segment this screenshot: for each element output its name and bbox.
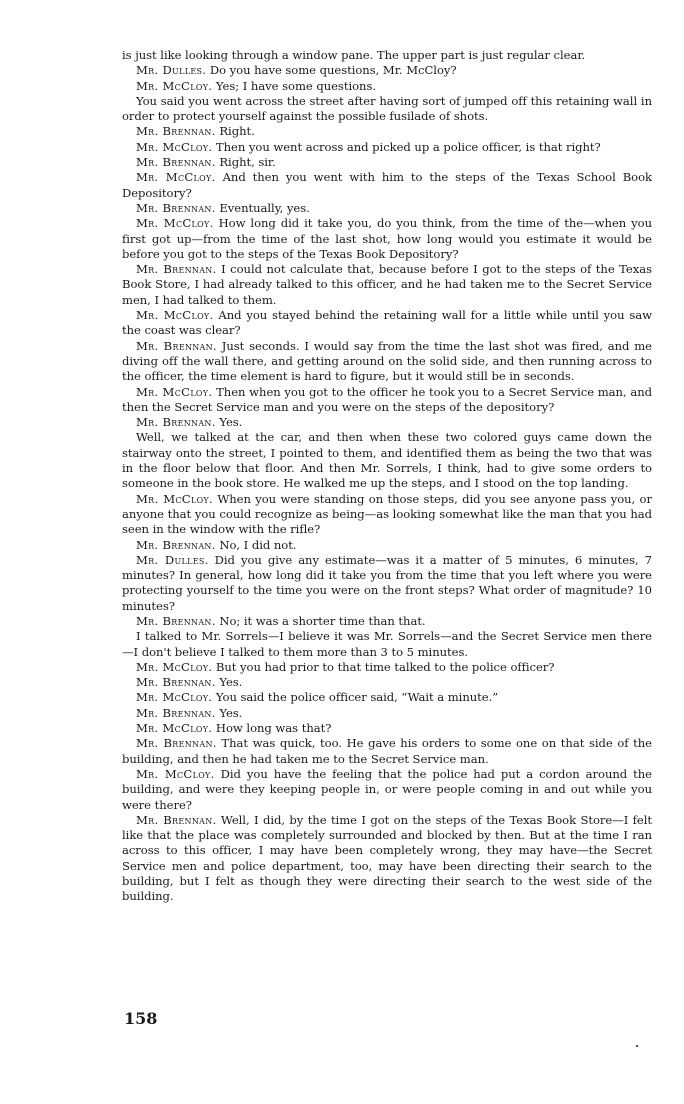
speaker-label: Mr. McCloy. [136, 690, 213, 705]
speaker-label: Mr. McCloy. [136, 308, 214, 323]
speaker-label: Mr. Brennan. [136, 200, 216, 215]
transcript-paragraph [122, 736, 652, 767]
paragraph-text: Do you have some questions, Mr. McCloy? [209, 63, 457, 78]
transcript-paragraph [122, 48, 652, 63]
paragraph-text: Yes. [219, 415, 243, 430]
transcript-paragraph [122, 553, 652, 614]
transcript-paragraph [122, 170, 652, 201]
transcript-paragraph [122, 767, 652, 813]
paragraph-text: Eventually, yes. [219, 200, 310, 215]
paragraph-text: Yes. [219, 705, 243, 720]
speaker-label: Mr. Brennan. [136, 262, 217, 277]
paragraph-text: And you stayed behind the retaining wall for a little while until you saw the coast was clear? [122, 308, 652, 338]
paragraph-text: How long was that? [215, 721, 332, 736]
speaker-label: Mr. Dulles. [136, 63, 207, 78]
paragraph-text: Well, we talked at the car, and then when these two colored guys came down the stairway onto the street, I pointed to them, and identified them as being the two that was in the floor below that floor. And then Mr. Sorrels, I think, had to give some orders to someone in the book store. He walked me up the steps, and I stood on the top landing. [122, 430, 652, 491]
speaker-label: Mr. Brennan. [136, 537, 216, 552]
speaker-label: Mr. Brennan. [136, 338, 217, 353]
transcript-paragraph [122, 813, 652, 905]
paragraph-text: No; it was a shorter time than that. [219, 613, 426, 628]
paragraph-text: That was quick, too. He gave his orders to some one on that side of the building, and then he had taken me to the Secret Service man. [122, 736, 652, 766]
transcript-paragraph [122, 430, 652, 491]
paragraph-text: Yes. [219, 675, 243, 690]
transcript-paragraph [122, 94, 652, 125]
speaker-label: Mr. Brennan. [136, 736, 217, 751]
speaker-label: Mr. McCloy. [136, 139, 213, 154]
speaker-label: Mr. Brennan. [136, 124, 216, 139]
transcript-paragraph [122, 614, 652, 629]
paragraph-text: How long did it take you, do you think, from the time of the—when you first got up—from the time of the last shot, how long would you estimate it would be before you got to the steps of the Texas Book Depository? [122, 216, 652, 261]
speaker-label: Mr. McCloy. [136, 721, 213, 736]
transcript-paragraph [122, 308, 652, 339]
transcript-paragraph [122, 124, 652, 139]
page-number: 158 [124, 1009, 158, 1028]
transcript-paragraph [122, 339, 652, 385]
speaker-label: Mr. McCloy. [136, 384, 213, 399]
transcript-paragraph [122, 79, 652, 94]
speaker-label: Mr. McCloy. [136, 491, 213, 506]
transcript-paragraph [122, 262, 652, 308]
paragraph-text: You said the police officer said, “Wait a minute.” [215, 690, 499, 705]
speaker-label: Mr. McCloy. [136, 170, 216, 185]
paragraph-text: You said you went across the street after having sort of jumped off this retaining wall in order to protect yourself against the possible fusilade of shots. [122, 93, 652, 124]
speaker-label: Mr. McCloy. [136, 766, 215, 781]
speaker-label: Mr. Brennan. [136, 613, 216, 628]
print-speck [636, 1045, 638, 1047]
paragraph-text: Did you have the feeling that the police had put a cordon around the building, and were they keeping people in, or were people coming in and out while you were there? [122, 766, 652, 812]
paragraph-text: Did you give any estimate—was it a matter of 5 minutes, 6 minutes, 7 minutes? In general, how long did it take you from the time that you left where you were protecting yourself to the time you were on the front steps? What order of magnitude? 10 minutes? [122, 552, 652, 613]
transcript-paragraph [122, 721, 652, 736]
transcript-paragraph [122, 140, 652, 155]
speaker-label: Mr. McCloy. [136, 659, 213, 674]
paragraph-text: is just like looking through a window pane. The upper part is just regular clear. [122, 48, 586, 62]
speaker-label: Mr. Brennan. [136, 812, 217, 827]
paragraph-text: Right. [219, 124, 255, 139]
paragraph-text: No, I did not. [219, 537, 297, 552]
transcript-paragraph [122, 63, 652, 78]
speaker-label: Mr. Brennan. [136, 705, 216, 720]
transcript-paragraph [122, 385, 652, 416]
transcript-paragraph [122, 538, 652, 553]
paragraph-text: Well, I did, by the time I got on the steps of the Texas Book Store—I felt like that the place was completely surrounded and blocked by then. But at the time I ran across to this officer, I may have been completely wrong, they may have—the Secret Service men and police department, too, may have been directing their search to the building, but I felt as though they were directing their search to the west side of the building. [122, 812, 652, 904]
paragraph-text: And then you went with him to the steps of the Texas School Book Depository? [122, 170, 652, 200]
paragraph-text: I could not calculate that, because before I got to the steps of the Texas Book Store, I had already talked to this officer, and he had taken me to the Secret Service men, I had talked to them. [122, 262, 652, 307]
transcript-body [122, 48, 652, 905]
paragraph-text: Then when you got to the officer he took you to a Secret Service man, and then the Secret Service man and you were on the steps of the depository? [122, 384, 652, 414]
transcript-paragraph [122, 216, 652, 262]
paragraph-text: Right, sir. [219, 155, 276, 170]
speaker-label: Mr. Brennan. [136, 415, 216, 430]
transcript-paragraph [122, 155, 652, 170]
speaker-label: Mr. McCloy. [136, 216, 214, 231]
paragraph-text: Just seconds. I would say from the time the last shot was fired, and me diving off the wall there, and getting around on the solid side, and then running across to the officer, the time element is hard to figure, but it would still be in seconds. [122, 338, 652, 384]
paragraph-text: I talked to Mr. Sorrels—I believe it was Mr. Sorrels—and the Secret Service men there—I don't believe I talked to them more than 3 to 5 minutes. [122, 629, 652, 659]
transcript-paragraph [122, 675, 652, 690]
transcript-paragraph [122, 492, 652, 538]
speaker-label: Mr. Brennan. [136, 675, 216, 690]
transcript-paragraph [122, 629, 652, 660]
paragraph-text: Then you went across and picked up a police officer, is that right? [215, 139, 601, 154]
transcript-paragraph [122, 706, 652, 721]
paragraph-text: But you had prior to that time talked to the police officer? [215, 659, 555, 674]
transcript-paragraph [122, 415, 652, 430]
transcript-paragraph [122, 660, 652, 675]
speaker-label: Mr. McCloy. [136, 78, 213, 93]
transcript-paragraph [122, 201, 652, 216]
transcript-paragraph [122, 690, 652, 705]
paragraph-text: When you were standing on those steps, did you see anyone pass you, or anyone that you could recognize as being—as looking somewhat like the man that you had seen in the window with the rifle? [122, 491, 652, 537]
speaker-label: Mr. Brennan. [136, 155, 216, 170]
paragraph-text: Yes; I have some questions. [215, 78, 376, 93]
speaker-label: Mr. Dulles. [136, 552, 209, 567]
